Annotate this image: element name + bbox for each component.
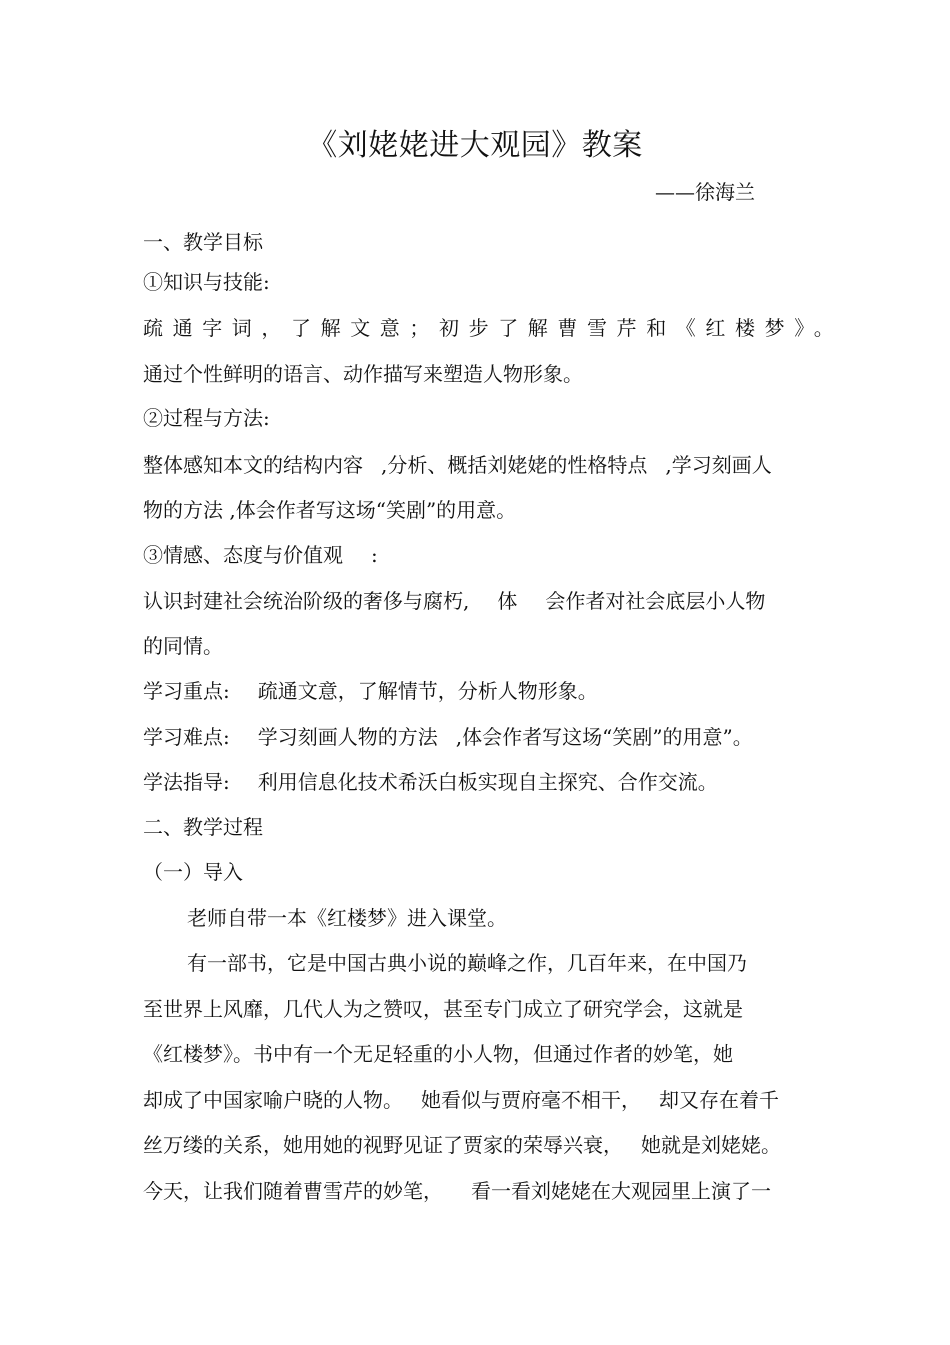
text-fragment: 体 xyxy=(497,589,518,613)
text-fragment: 她就是刘姥姥。 xyxy=(641,1133,781,1157)
text-fragment: 认识封建社会统治阶级的奢侈与腐朽, xyxy=(143,589,470,613)
goal-process-text-cont: 物的方法 ,体会作者写这场“笑剧”的用意。 xyxy=(143,498,517,522)
paragraph-2-line-1: 有一部书，它是中国古典小说的巅峰之作，几百年来，在中国乃 xyxy=(187,951,747,975)
text-fragment: ③情感、态度与价值观 xyxy=(143,543,343,567)
difficulty-text: 学习刻画人物的方法 xyxy=(257,725,438,749)
goal-knowledge-label: ①知识与技能: xyxy=(143,270,270,294)
goal-process-label: ②过程与方法: xyxy=(143,406,270,430)
learning-difficulty xyxy=(143,725,753,749)
text-fragment: 她看似与贾府毫不相干， xyxy=(421,1088,641,1112)
section-heading-objectives: 一、教学目标 xyxy=(143,230,263,254)
text-fragment: ,学习刻画人 xyxy=(665,453,772,477)
text-fragment: 整体感知本文的结构内容 xyxy=(143,453,363,477)
method-text: 利用信息化技术希沃白板实现自主探究、合作交流。 xyxy=(257,770,718,794)
goal-emotion-text xyxy=(143,589,765,613)
subsection-heading-intro: （一）导入 xyxy=(143,860,243,884)
learning-method xyxy=(143,770,718,794)
paragraph-2-line-3: 《红楼梦》。书中有一个无足轻重的小人物，但通过作者的妙笔，她 xyxy=(143,1042,733,1066)
goal-knowledge-text: 疏通字词，了解文意；初步了解曹雪芹和《红楼梦》。 xyxy=(143,316,844,340)
difficulty-label: 学习难点: xyxy=(143,725,230,749)
text-fragment: 却又存在着千 xyxy=(659,1088,779,1112)
text-fragment: 丝万缕的关系，她用她的视野见证了贾家的荣辱兴衰， xyxy=(143,1133,623,1157)
paragraph-2-line-6 xyxy=(143,1179,771,1203)
paragraph-1: 老师自带一本《红楼梦》进入课堂。 xyxy=(187,906,507,930)
paragraph-2-line-2: 至世界上风靡，几代人为之赞叹，甚至专门成立了研究学会，这就是 xyxy=(143,997,743,1021)
focus-text: 疏通文意，了解情节，分析人物形象。 xyxy=(257,679,598,703)
text-fragment: 看一看刘姥姥在大观园里上演了一 xyxy=(471,1179,771,1203)
text-fragment: 却成了中国家喻户晓的人物。 xyxy=(143,1088,403,1112)
paragraph-2-line-5 xyxy=(143,1133,781,1157)
document-title: 《刘姥姥进大观园》教案 xyxy=(307,128,643,163)
text-fragment: 会作者对社会底层小人物 xyxy=(545,589,766,613)
goal-emotion-text-cont: 的同情。 xyxy=(143,634,223,658)
method-label: 学法指导: xyxy=(143,770,230,794)
goal-process-text xyxy=(143,453,772,477)
goal-knowledge-text-cont: 通过个性鲜明的语言、动作描写来塑造人物形象。 xyxy=(143,362,583,386)
focus-label: 学习重点: xyxy=(143,679,230,703)
goal-emotion-label xyxy=(143,543,378,567)
section-heading-process: 二、教学过程 xyxy=(143,815,263,839)
text-fragment: : xyxy=(371,543,378,567)
text-fragment: 今天，让我们随着曹雪芹的妙笔， xyxy=(143,1179,443,1203)
learning-focus xyxy=(143,679,598,703)
paragraph-2-line-4 xyxy=(143,1088,779,1112)
difficulty-text-cont: ,体会作者写这场“笑剧”的用意”。 xyxy=(455,725,753,749)
text-fragment: ,分析、概括刘姥姥的性格特点 xyxy=(381,453,648,477)
author-line: ——徐海兰 xyxy=(655,180,755,204)
